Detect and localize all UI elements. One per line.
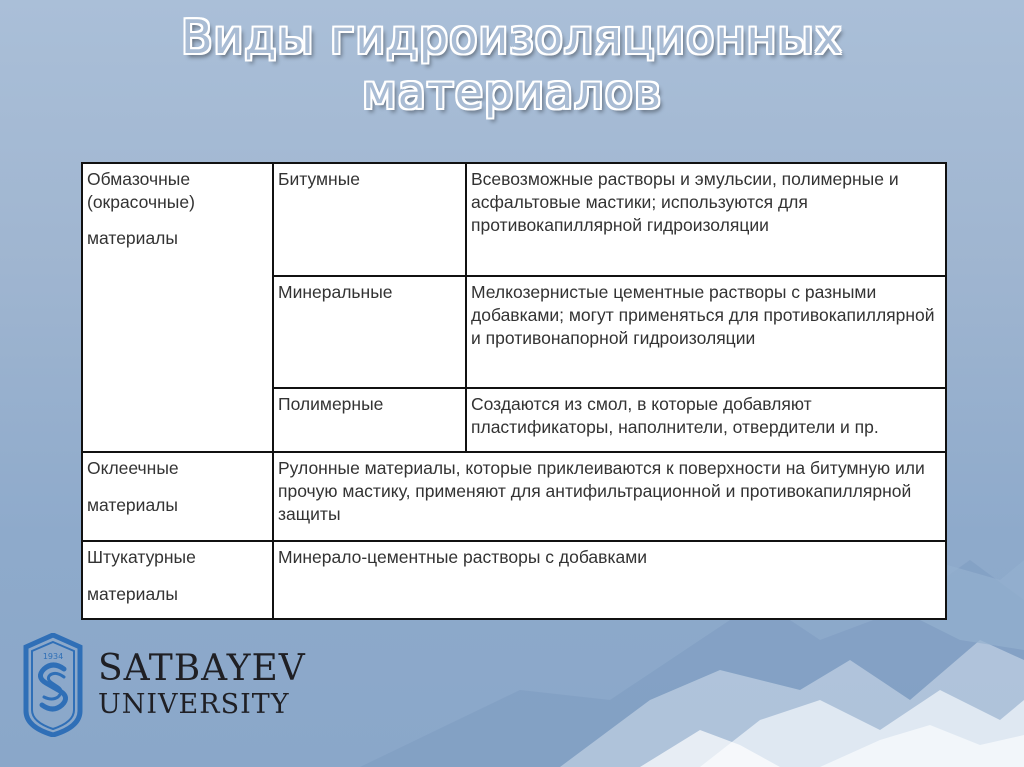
materials-table [81,162,947,620]
emblem-year: 1934 [42,652,64,661]
group-label-plaster [82,541,273,619]
title-line-2: материалов [362,65,662,119]
logo-text-satbayev: SATBAYEV [98,648,306,689]
satbayev-emblem-icon [22,633,84,737]
description-cell: Мелкозернистые цементные растворы с разными добавками; могут применяться для противокапиллярной и противонапорной гидроизоляции [466,276,946,388]
table-row [82,163,946,276]
description-cell: Рулонные материалы, которые приклеиваются к поверхности на битумную или прочую мастику, применяют для антифильтрационной и противокапиллярной защиты [273,452,946,541]
university-logo [22,633,306,738]
description-cell: Создаются из смол, в которые добавляют пластификаторы, наполнители, отвердители и пр. [466,388,946,452]
title-line-1: Виды гидроизоляционных [180,10,844,64]
description-cell: Всевозможные растворы и эмульсии, полимерные и асфальтовые мастики; используются для противокапиллярной гидроизоляции [466,163,946,276]
group-label-line: Обмазочные [87,169,191,189]
page-title [0,10,1024,120]
group-label-line: материалы [87,228,178,248]
group-label-coating [82,163,273,452]
type-cell: Битумные [273,163,466,276]
table-row [82,452,946,541]
group-label-line: (окрасочные) [87,192,195,212]
type-cell: Минеральные [273,276,466,388]
description-cell: Минерало-цементные растворы с добавками [273,541,946,619]
type-cell: Полимерные [273,388,466,452]
group-label-line: материалы [87,495,178,515]
logo-text-university: UNIVERSITY [98,689,290,720]
table-row [82,541,946,619]
group-label-line: Оклеечные [87,458,179,478]
group-label-line: материалы [87,584,178,604]
group-label-line: Штукатурные [87,547,196,567]
group-label-pasting [82,452,273,541]
